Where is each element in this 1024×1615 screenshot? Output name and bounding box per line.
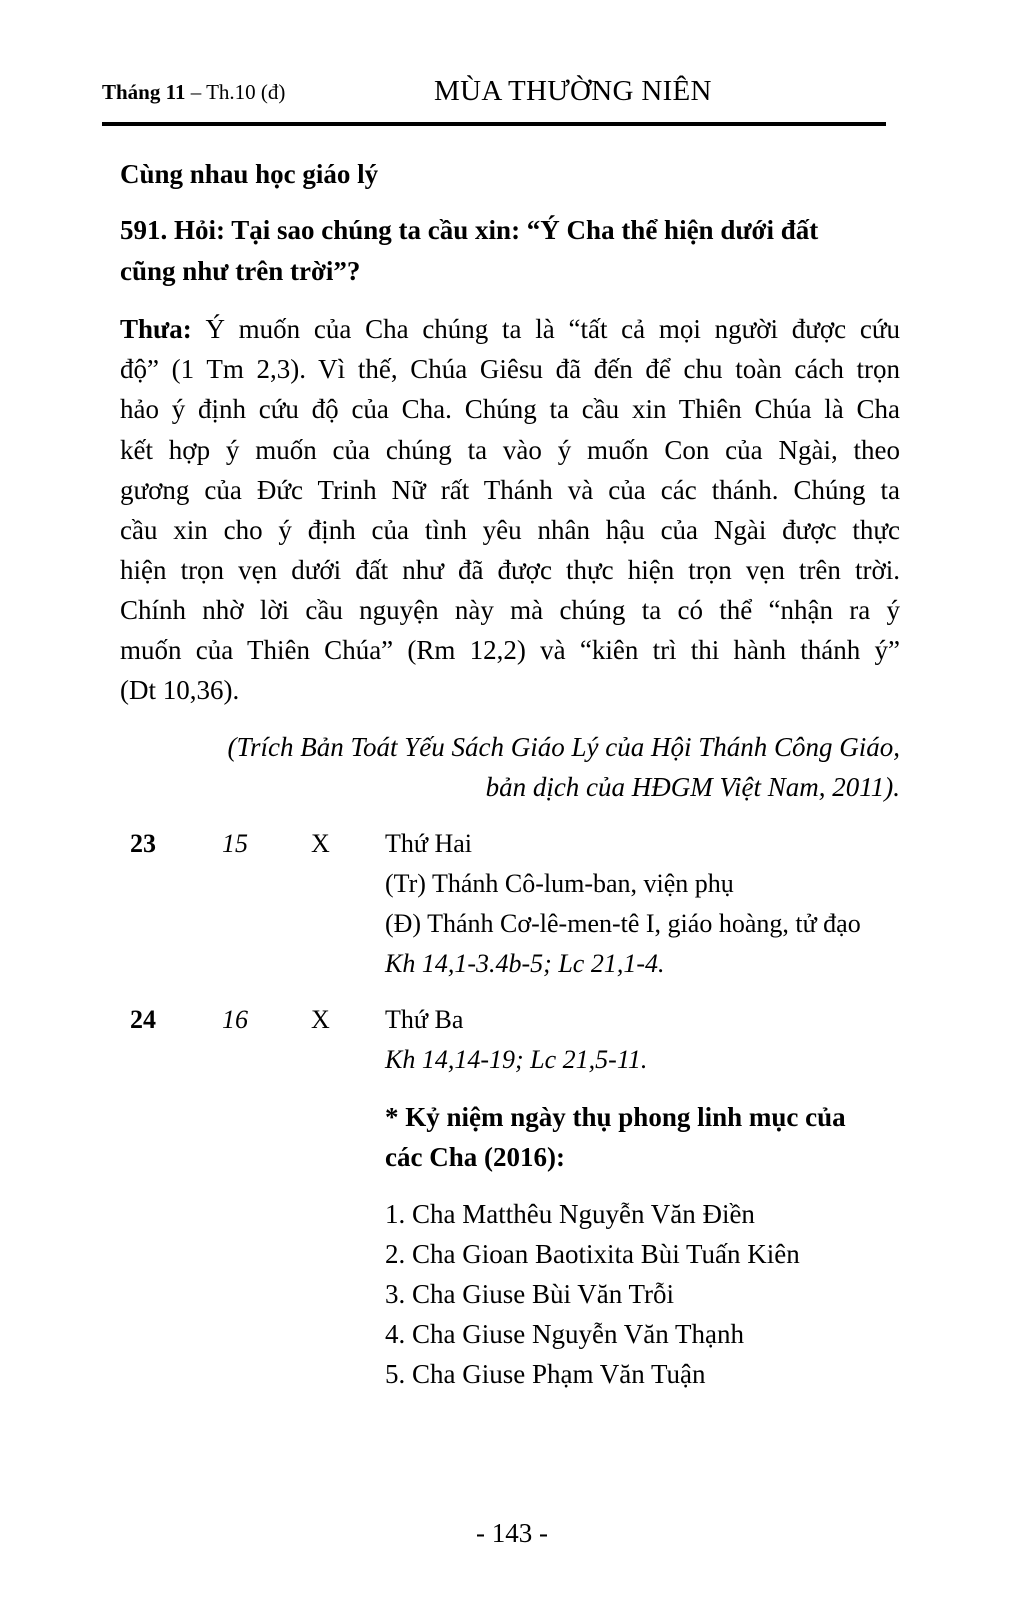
day-number: 24	[130, 1005, 156, 1034]
weekday: Thứ Hai	[385, 829, 473, 858]
answer-line: gương của Đức Trinh Nữ rất Thánh và của các thánh. Chúng ta	[120, 475, 900, 505]
priest-list-item: 1. Cha Matthêu Nguyễn Văn Điền	[385, 1199, 755, 1229]
liturgical-color: X	[311, 829, 330, 858]
lunar-month-label: – Th.10 (đ)	[185, 80, 286, 104]
answer-line: độ” (1 Tm 2,3). Vì thế, Chúa Giêsu đã đến để chu toàn cách trọn	[120, 354, 900, 384]
readings: Kh 14,1-3.4b-5; Lc 21,1-4.	[385, 949, 665, 978]
answer-line: cầu xin cho ý định của tình yêu nhân hậu của Ngài được thực	[120, 515, 900, 545]
liturgical-color: X	[311, 1005, 330, 1034]
answer-line: muốn của Thiên Chúa” (Rm 12,2) và “kiên trì thi hành thánh ý”	[120, 635, 900, 665]
priest-list-item: 3. Cha Giuse Bùi Văn Trỗi	[385, 1279, 675, 1309]
readings: Kh 14,14-19; Lc 21,5-11.	[385, 1045, 648, 1074]
answer-label: Thưa:	[120, 314, 192, 344]
page-number: - 143 -	[476, 1518, 548, 1548]
anniversary-title: các Cha (2016):	[385, 1142, 565, 1172]
question-line: cũng như trên trời”?	[120, 256, 361, 286]
feast-note: (Đ) Thánh Cơ-lê-men-tê I, giáo hoàng, tử đạo	[385, 909, 861, 938]
lunar-day: 16	[222, 1005, 248, 1034]
header-rule	[102, 122, 886, 126]
section-title: Cùng nhau học giáo lý	[120, 159, 379, 189]
answer-text: Ý muốn của Cha chúng ta là “tất cả mọi người được cứu	[191, 314, 900, 344]
answer-line	[120, 316, 900, 343]
day-number: 23	[130, 829, 156, 858]
answer-line: (Dt 10,36).	[120, 675, 240, 705]
answer-line: Chính nhờ lời cầu nguyện này mà chúng ta có thể “nhận ra ý	[120, 595, 900, 625]
question-line: 591. Hỏi: Tại sao chúng ta cầu xin: “Ý Cha thể hiện dưới đất	[120, 215, 819, 245]
running-header-date	[102, 82, 285, 103]
season-title: MÙA THƯỜNG NIÊN	[434, 75, 712, 107]
feast-note: (Tr) Thánh Cô-lum-ban, viện phụ	[385, 869, 734, 898]
weekday: Thứ Ba	[385, 1005, 464, 1034]
priest-list-item: 4. Cha Giuse Nguyễn Văn Thạnh	[385, 1319, 744, 1349]
month-label: Tháng 11	[102, 80, 186, 104]
lunar-day: 15	[222, 829, 248, 858]
priest-list-item: 2. Cha Gioan Baotixita Bùi Tuấn Kiên	[385, 1239, 800, 1269]
priest-list-item: 5. Cha Giuse Phạm Văn Tuận	[385, 1359, 706, 1389]
answer-line: hảo ý định cứu độ của Cha. Chúng ta cầu xin Thiên Chúa là Cha	[120, 394, 900, 424]
citation-line: (Trích Bản Toát Yếu Sách Giáo Lý của Hội Thánh Công Giáo,	[227, 732, 900, 762]
anniversary-title: * Kỷ niệm ngày thụ phong linh mục của	[385, 1102, 846, 1132]
answer-line: kết hợp ý muốn của chúng ta vào ý muốn Con của Ngài, theo	[120, 435, 900, 465]
citation-line: bản dịch của HĐGM Việt Nam, 2011).	[485, 772, 900, 802]
answer-line: hiện trọn vẹn dưới đất như đã được thực hiện trọn vẹn trên trời.	[120, 555, 900, 585]
